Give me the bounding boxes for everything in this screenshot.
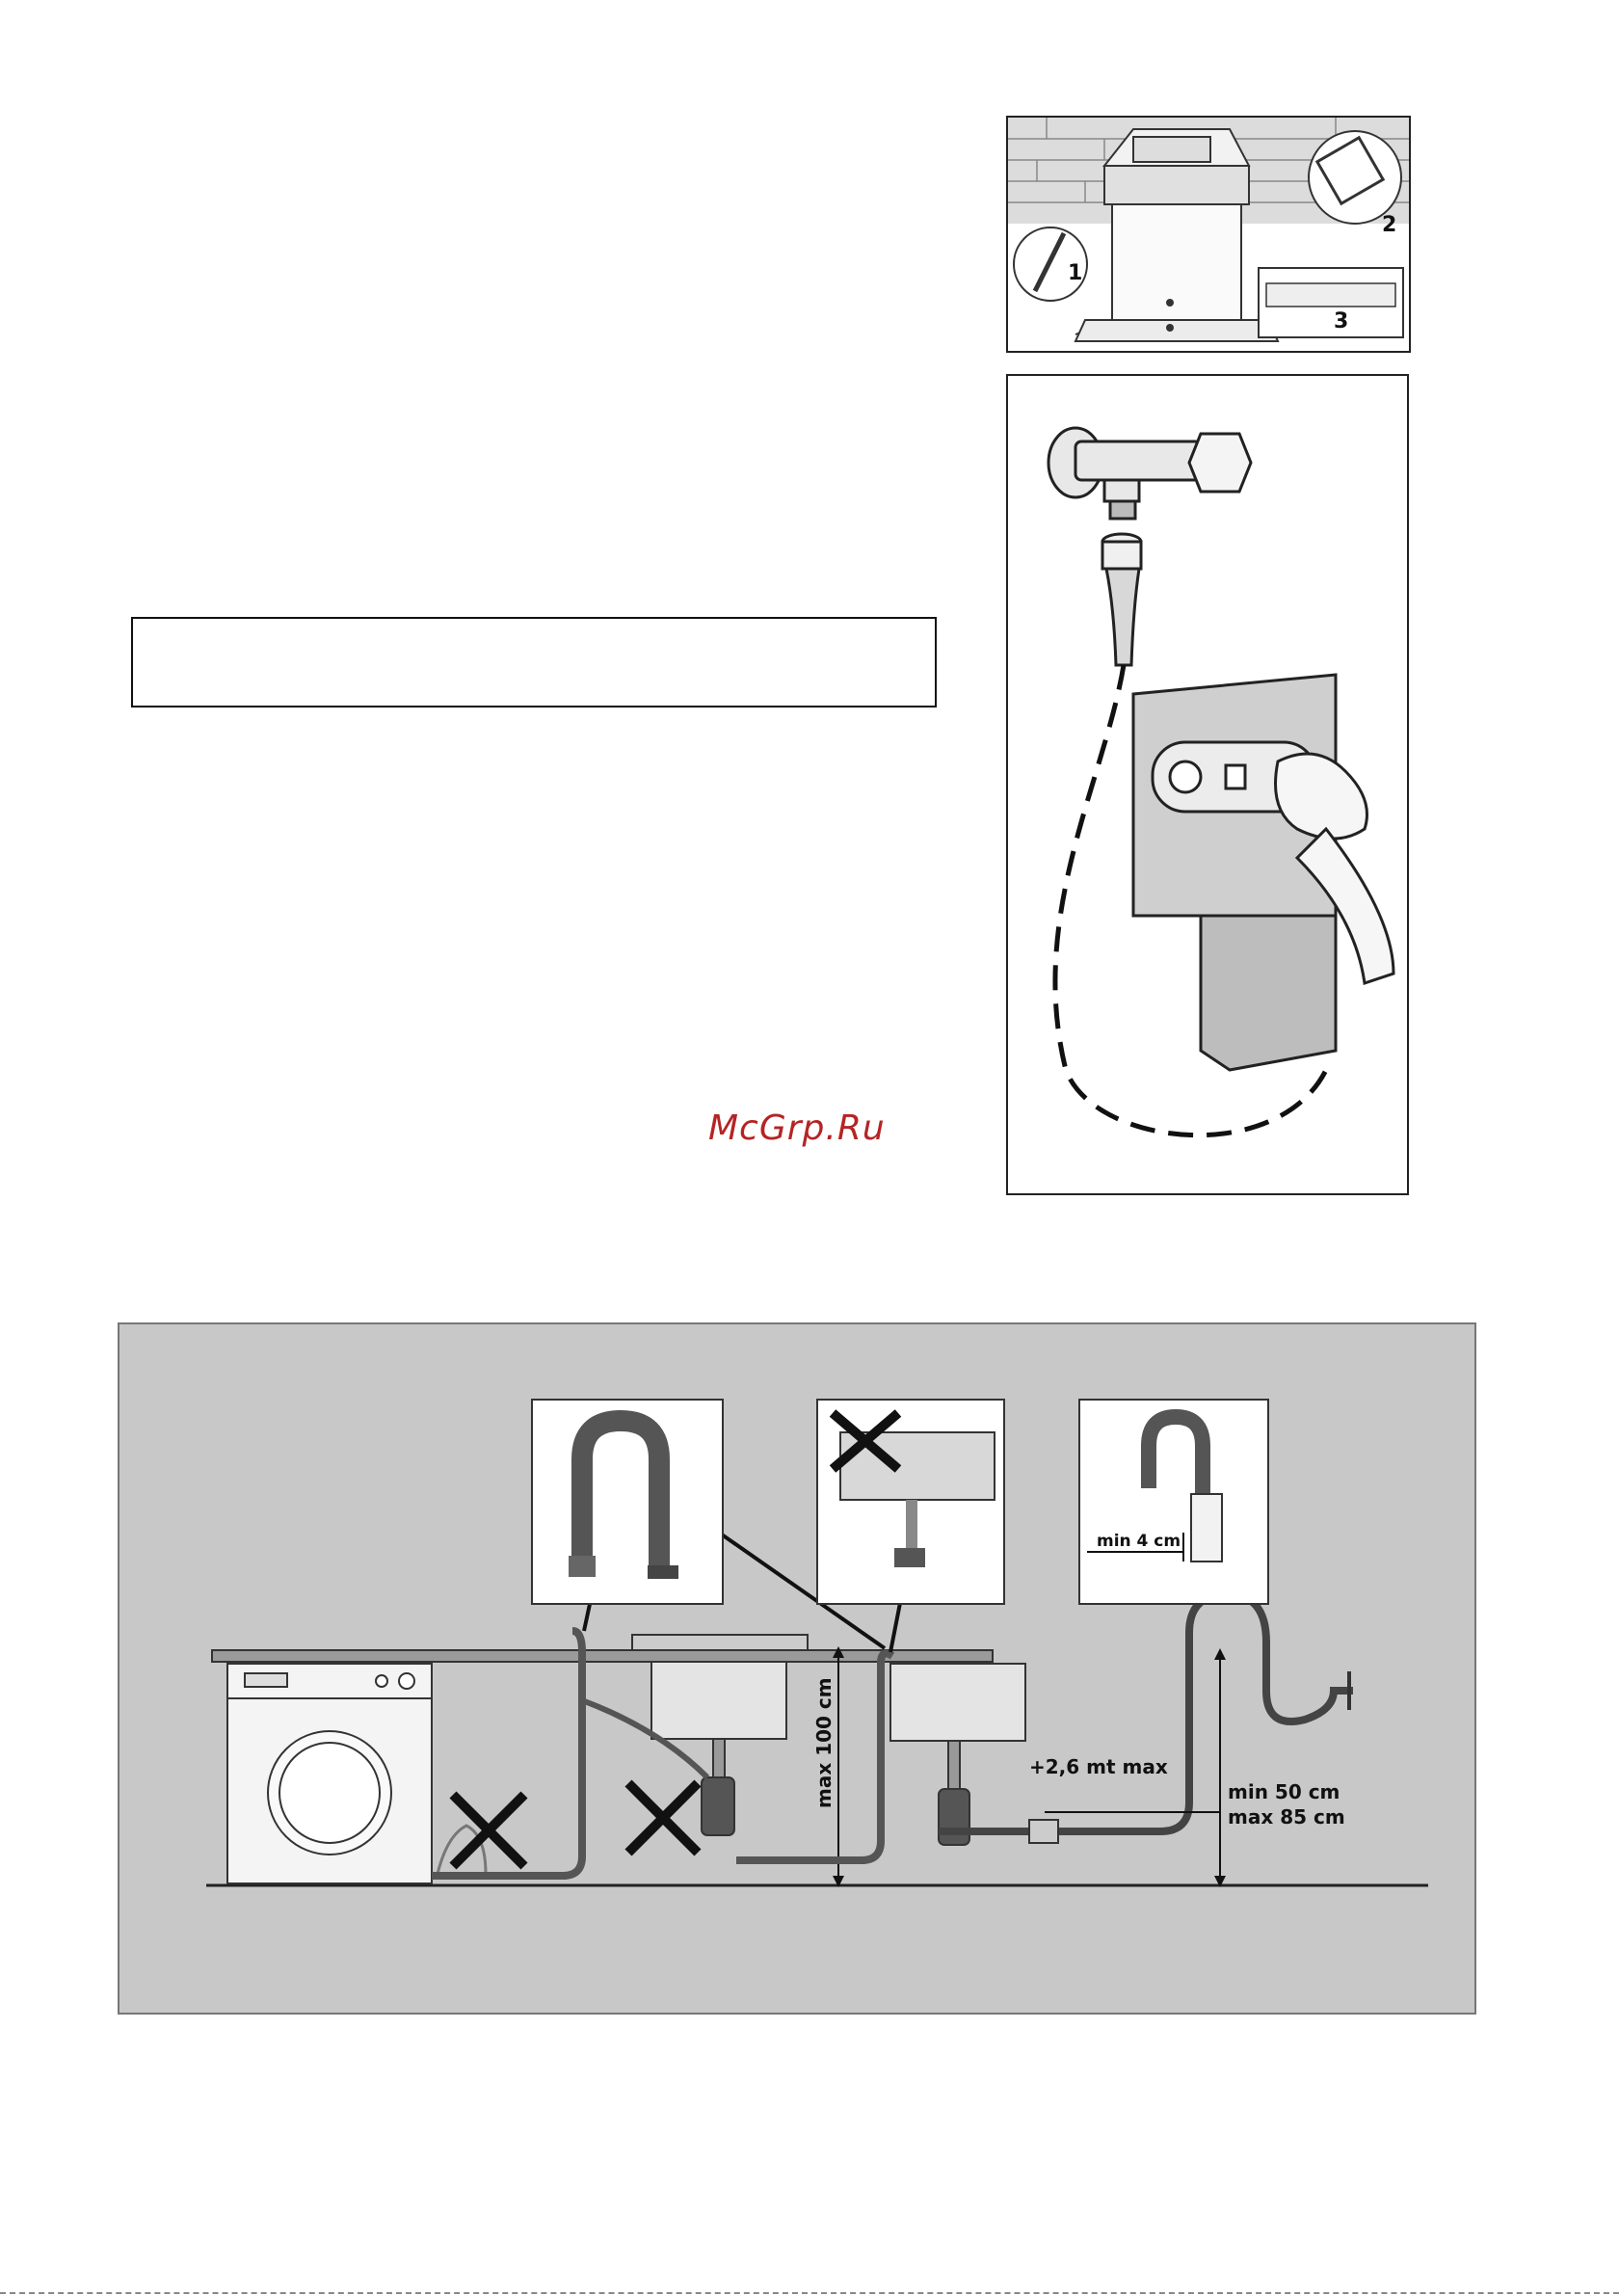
hose-coupling <box>1102 534 1141 665</box>
label-max-85: max 85 cm <box>1228 1805 1345 1829</box>
installation-drawing <box>1008 118 1409 351</box>
watermark-text: McGrp.Ru <box>708 1108 886 1148</box>
machine-back-panel <box>1133 675 1336 1070</box>
sink-2 <box>890 1664 1025 1845</box>
countertop <box>212 1650 993 1662</box>
installation-figure <box>1006 116 1411 353</box>
drain-hose-drawing <box>119 1324 1474 2013</box>
callout-label: 3 <box>1334 309 1349 334</box>
inset-min-gap <box>1079 1400 1268 1604</box>
page-bottom-rule <box>0 2292 1619 2294</box>
hose-connector <box>1029 1820 1058 1843</box>
callout-label: 1 <box>1068 261 1083 285</box>
notice-box <box>131 617 937 707</box>
inset-hose-hook <box>532 1400 723 1604</box>
drain-hose-run-1 <box>432 1631 582 1876</box>
inlet-hose-drawing <box>1008 376 1407 1193</box>
label-min-4: min 4 cm <box>1097 1532 1181 1551</box>
drain-hose-diagram <box>118 1322 1476 2015</box>
label-max-100: max 100 cm <box>812 1677 836 1808</box>
washing-machine <box>227 1664 432 1883</box>
inlet-hose-figure <box>1006 374 1409 1195</box>
wrong-hose-floor <box>438 1795 524 1874</box>
label-extension: +2,6 mt max <box>1029 1755 1168 1778</box>
callout-label: 2 <box>1382 213 1397 237</box>
sink-1 <box>582 1635 808 1853</box>
callout-1 <box>1014 227 1087 301</box>
inset-wrong-immersion <box>817 1400 1004 1604</box>
label-min-50: min 50 cm <box>1228 1780 1340 1803</box>
dimension-max-100 <box>812 1646 844 1887</box>
water-tap <box>1048 428 1251 519</box>
callout-3 <box>1259 268 1403 337</box>
